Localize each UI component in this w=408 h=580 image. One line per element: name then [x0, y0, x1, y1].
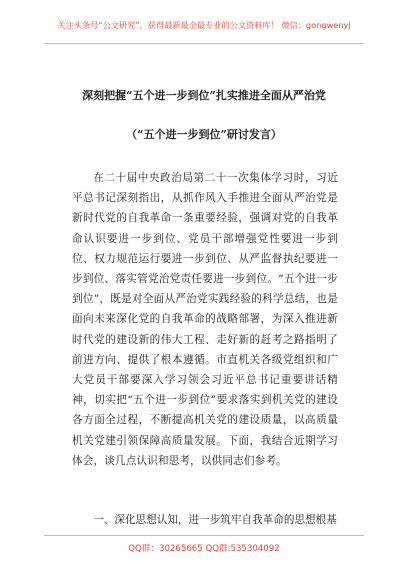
section-heading: 一、深化思想认知，进一步筑牢自我革命的思想根基	[93, 514, 337, 526]
footer-divider	[44, 535, 364, 536]
document-title: 深刻把握“五个进一步到位”扎实推进全面从严治党	[82, 89, 326, 102]
header-divider	[44, 43, 364, 44]
header-notice: 关注头条号“公文研究”，获得最新最全最专业的公文资料库！ 微信：gongwenyj	[57, 20, 351, 30]
body-paragraph: 在二十届中央政治局第二十一次集体学习时，习近平总书记深刻指出，从抓作风入手推进全面从严治党是新时代党的自我革命一条重要经验，强调对党的自我革命认识要进一步到位、党员干部增强党性要进一步到位、权力规范运行要进一步到位、从严监督执纪要进一步到位、落实管党治党责任要进一步到位。“五个进一步到位”，既是对全面从严治党实践经验的科学总结，也是面向未来深化党的自我革命的战略部署，为深入推进新时代党的建设新的伟大工程、走好新的赶考之路指明了前进方向、提供了根本遵循。市直机关各级党组织和广大党员干部要深入学习领会习近平总书记重要讲话精神，切实把“五个进一步到位”要求落实到机关党的建设各方面全过程，不断提高机关党的建设质量，以高质量机关党建引领保障高质量发展。下面，我结合近期学习体会，谈几点认识和思考，以供同志们参考。	[72, 172, 338, 467]
document-subtitle: （“五个进一步到位”研讨发言）	[126, 128, 282, 141]
footer-contact: QQ群：30265665 QQ群:535304092	[128, 544, 280, 554]
